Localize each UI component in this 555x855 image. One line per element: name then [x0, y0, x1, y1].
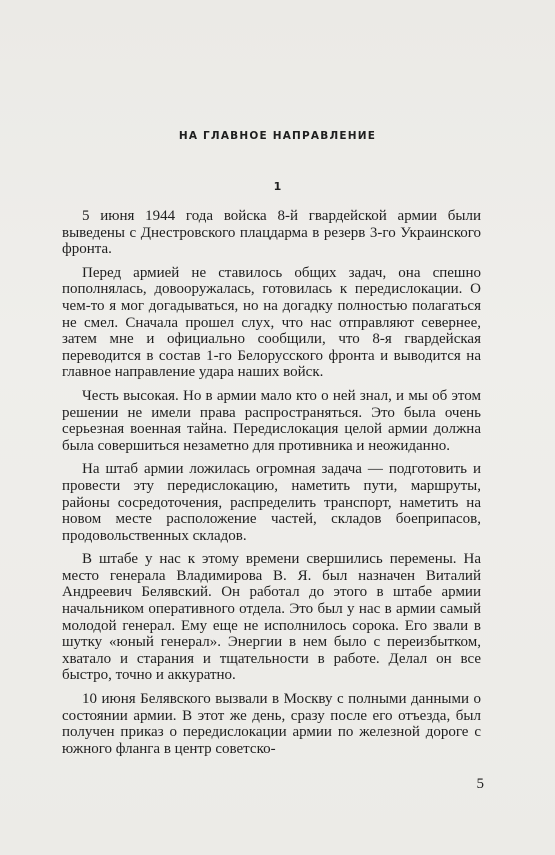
- chapter-title: НА ГЛАВНОЕ НАПРАВЛЕНИЕ: [178, 130, 377, 142]
- body-text: [62, 208, 481, 764]
- paragraph: Перед армией не ставилось общих задач, она спешно пополнялась, довооружалась, готовилась к передислокации. О чем-то я мог догадываться, но на догадку полностью полагаться не смел. Сначала прошел слух, что нас отправляют севернее, затем мне и официально сообщили, что 8-я гвардейская переводится в состав 1-го Белорусского фронта и выводится на главное направление удара наших войск.: [62, 264, 481, 381]
- paragraph: На штаб армии ложилась огромная задача — подготовить и провести эту передислокацию, наметить пути, маршруты, районы сосредоточения, распределить транспорт, наметить на новом месте расположение частей, складов боеприпасов, продовольственных складов.: [62, 461, 481, 544]
- paragraph: Честь высокая. Но в армии мало кто о ней знал, и мы об этом решении не имели права распространяться. Это была очень серьезная военная тайна. Передислокация целой армии должна была совершиться незаметно для противника и неожиданно.: [62, 387, 481, 454]
- paragraph: 10 июня Белявского вызвали в Москву с полными данными о состоянии армии. В этот же день, сразу после его отъезда, был получен приказ о передислокации армии по железной дороге с южного фланга в центр советско-: [62, 691, 481, 757]
- paragraph: 5 июня 1944 года войска 8-й гвардейской армии были выведены с Днестровского плацдарма в резерв 3-го Украинского фронта.: [62, 208, 481, 258]
- section-number: 1: [273, 180, 282, 193]
- page-number: 5: [476, 776, 484, 792]
- paragraph: В штабе у нас к этому времени свершились перемены. На место генерала Владимирова В. Я. был назначен Виталий Андреевич Белявский. Он работал до этого в штабе армии начальником оперативного отдела. Это был у нас в армии самый молодой генерал. Ему еще не исполнилось сорока. Его звали в шутку «юный генерал». Энергии в нем было с переизбытком, хватало и старания и тщательности в работе. Делал он все быстро, точно и аккуратно.: [62, 551, 481, 684]
